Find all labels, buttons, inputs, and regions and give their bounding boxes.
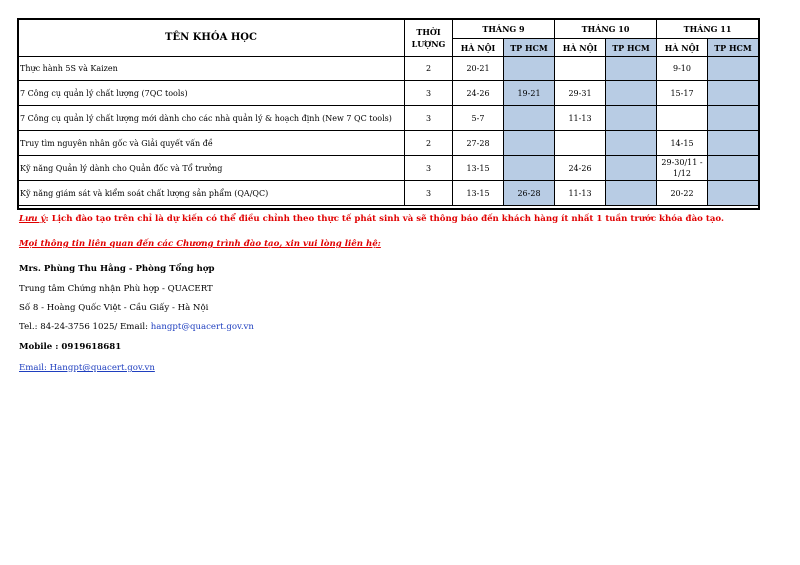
course-duration: 3 <box>405 181 453 206</box>
date-hcm-m9 <box>504 156 555 181</box>
course-duration: 3 <box>405 81 453 106</box>
table-row <box>18 156 759 181</box>
header-hcm: TP HCM <box>708 39 759 57</box>
header-duration <box>405 19 453 57</box>
header-hanoi: HÀ NỘI <box>657 39 708 57</box>
date-hanoi-m10 <box>555 131 606 156</box>
date-hcm-m11 <box>708 106 759 131</box>
course-name: Kỹ năng Quản lý dành cho Quản đốc và Tổ trưởng <box>18 156 405 181</box>
date-hcm-m11 <box>708 131 759 156</box>
date-hanoi-m11: 29-30/11 - 1/12 <box>657 156 708 181</box>
header-hcm: TP HCM <box>504 39 555 57</box>
schedule-note <box>19 214 724 224</box>
date-hcm-m9: 19-21 <box>504 81 555 106</box>
date-hcm-m11 <box>708 156 759 181</box>
contact-address: Số 8 - Hoàng Quốc Việt - Cầu Giấy - Hà Nội <box>19 303 209 313</box>
course-duration: 2 <box>405 131 453 156</box>
training-schedule-table <box>17 18 759 206</box>
contact-mobile: Mobile : 0919618681 <box>19 342 122 352</box>
table-row <box>18 81 759 106</box>
date-hcm-m10 <box>606 106 657 131</box>
date-hcm-m10 <box>606 81 657 106</box>
course-name: 7 Công cụ quản lý chất lượng (7QC tools) <box>18 81 405 106</box>
course-name: Kỹ năng giám sát và kiểm soát chất lượng sản phẩm (QA/QC) <box>18 181 405 206</box>
contact-email-value[interactable]: hangpt@quacert.gov.vn <box>150 322 254 332</box>
course-name: 7 Công cụ quản lý chất lượng mới dành cho các nhà quản lý & hoạch định (New 7 QC tools) <box>18 106 405 131</box>
date-hcm-m9 <box>504 57 555 81</box>
table-row <box>18 181 759 206</box>
date-hcm-m11 <box>708 81 759 106</box>
header-duration-line2: LƯỢNG <box>411 38 446 49</box>
course-duration: 3 <box>405 106 453 131</box>
table-row <box>18 106 759 131</box>
date-hanoi-m11: 20-22 <box>657 181 708 206</box>
date-hanoi-m9: 13-15 <box>453 181 504 206</box>
note-text: : Lịch đào tạo trên chỉ là dự kiến có thể điều chỉnh theo thực tế phát sinh và sẽ thông báo đến khách hàng ít nhất 1 tuần trước khóa đào tạo. <box>45 214 724 224</box>
table-row <box>18 131 759 156</box>
date-hanoi-m10 <box>555 57 606 81</box>
date-hanoi-m10: 11-13 <box>555 181 606 206</box>
header-hanoi: HÀ NỘI <box>453 39 504 57</box>
date-hanoi-m10: 29-31 <box>555 81 606 106</box>
contact-org: Trung tâm Chứng nhận Phù hợp - QUACERT <box>19 284 213 294</box>
header-month-9: THÁNG 9 <box>453 19 555 39</box>
header-month-10: THÁNG 10 <box>555 19 657 39</box>
contact-email-link[interactable]: Email: Hangpt@quacert.gov.vn <box>19 363 155 373</box>
date-hanoi-m11 <box>657 106 708 131</box>
date-hcm-m9 <box>504 106 555 131</box>
course-name: Truy tìm nguyên nhân gốc và Giải quyết vấn đề <box>18 131 405 156</box>
contact-name: Mrs. Phùng Thu Hằng - Phòng Tổng hợp <box>19 264 215 274</box>
course-name: Thực hành 5S và Kaizen <box>18 57 405 81</box>
date-hanoi-m11: 14-15 <box>657 131 708 156</box>
date-hanoi-m11: 9-10 <box>657 57 708 81</box>
header-hcm: TP HCM <box>606 39 657 57</box>
date-hcm-m11 <box>708 57 759 81</box>
date-hcm-m11 <box>708 181 759 206</box>
course-duration: 2 <box>405 57 453 81</box>
contact-tel <box>19 322 254 332</box>
date-hcm-m9: 26-28 <box>504 181 555 206</box>
header-duration-line1: THỜI <box>416 26 441 37</box>
date-hcm-m10 <box>606 131 657 156</box>
date-hanoi-m9: 24-26 <box>453 81 504 106</box>
date-hcm-m9 <box>504 131 555 156</box>
date-hcm-m10 <box>606 57 657 81</box>
course-duration: 3 <box>405 156 453 181</box>
contact-intro <box>19 239 381 249</box>
date-hanoi-m9: 13-15 <box>453 156 504 181</box>
date-hanoi-m9: 5-7 <box>453 106 504 131</box>
header-month-11: THÁNG 11 <box>657 19 759 39</box>
header-course: TÊN KHÓA HỌC <box>18 19 405 57</box>
date-hcm-m10 <box>606 156 657 181</box>
date-hanoi-m10: 11-13 <box>555 106 606 131</box>
date-hanoi-m9: 20-21 <box>453 57 504 81</box>
date-hanoi-m9: 27-28 <box>453 131 504 156</box>
date-hcm-m10 <box>606 181 657 206</box>
table-row <box>18 57 759 81</box>
date-hanoi-m10: 24-26 <box>555 156 606 181</box>
contact-tel-text: Tel.: 84-24-3756 1025/ Email: <box>19 322 151 332</box>
contact-intro-text: Mọi thông tin liên quan đến các Chương trình đào tạo, xin vui lòng liên hệ: <box>19 239 381 249</box>
date-hanoi-m11: 15-17 <box>657 81 708 106</box>
note-label: Lưu ý <box>19 214 46 224</box>
header-hanoi: HÀ NỘI <box>555 39 606 57</box>
